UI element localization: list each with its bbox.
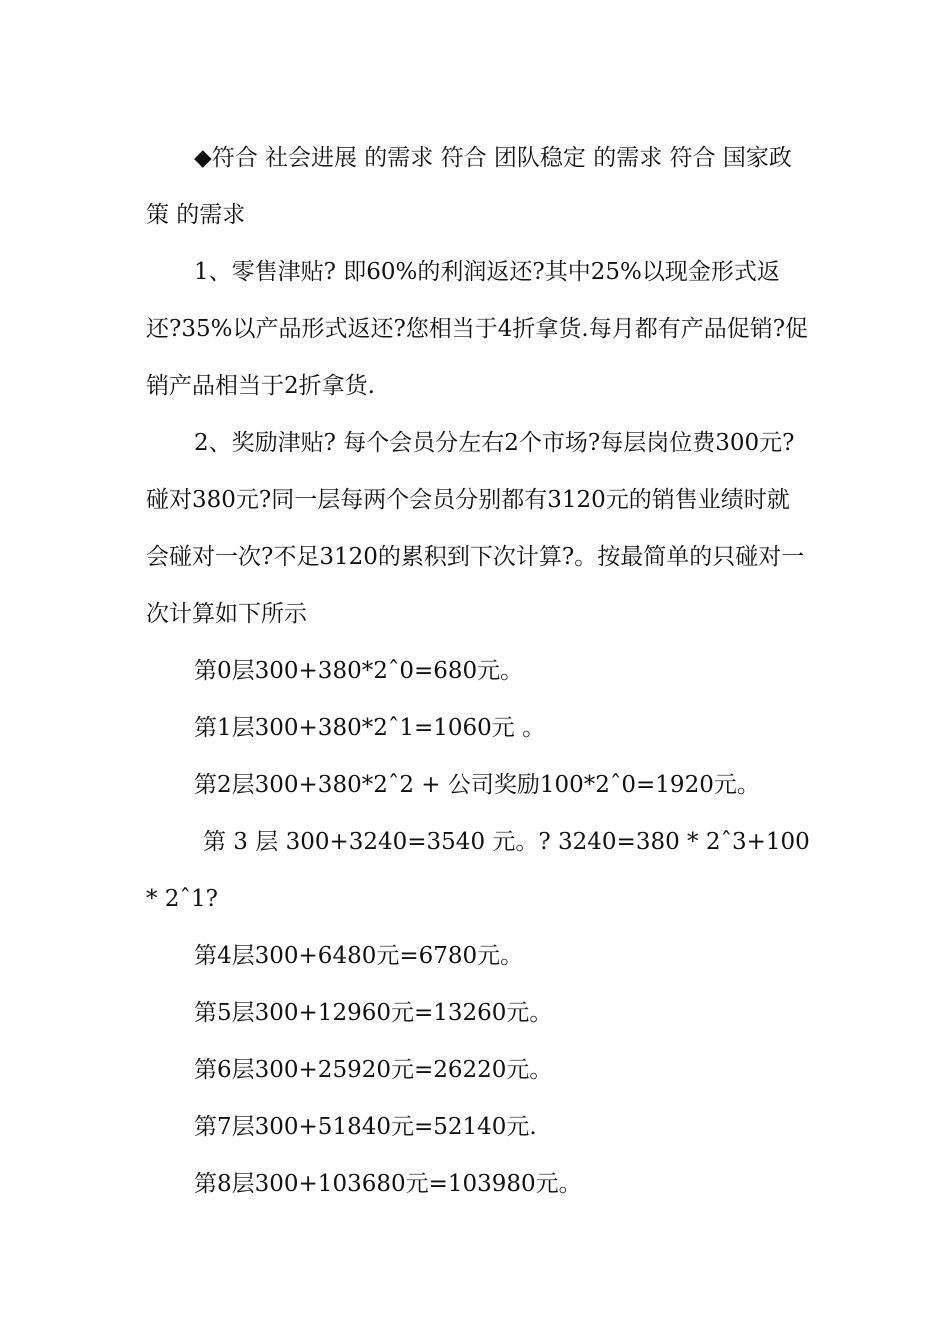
paragraph-reward-allowance: 2、奖励津贴? 每个会员分左右2个市场?每层岗位费300元?碰对380元?同一层每两个会员分别都有3120元的销售业绩时就会碰对一次?不足3120的累积到下次计算?。按最简单的只碰对一次计算如下所示 <box>146 430 805 627</box>
paragraph-requirements: ◆符合 社会进展 的需求 符合 团队稳定 的需求 符合 国家政策 的需求 <box>146 145 792 228</box>
layer-0-line: 第0层300+380*2ˆ0=680元。 <box>194 658 524 684</box>
layer-5-line: 第5层300+12960元=13260元。 <box>194 1000 553 1026</box>
layer-3-line: 第 3 层 300+3240=3540 元。? 3240=380 * 2ˆ3+100 * 2ˆ1? <box>146 829 810 912</box>
layer-8-line: 第8层300+103680元=103980元。 <box>194 1171 582 1197</box>
layer-4-line: 第4层300+6480元=6780元。 <box>194 943 524 969</box>
paragraph-retail-allowance: 1、零售津贴? 即60%的利润返还?其中25%以现金形式返还?35%以产品形式返还?您相当于4折拿货.每月都有产品促销?促销产品相当于2折拿货. <box>146 259 809 399</box>
layer-1-line: 第1层300+380*2ˆ1=1060元 。 <box>194 715 546 741</box>
document-body <box>146 130 810 1213</box>
layer-7-line: 第7层300+51840元=52140元. <box>194 1114 537 1140</box>
layer-2-line: 第2层300+380*2ˆ2 + 公司奖励100*2ˆ0=1920元。 <box>194 772 760 798</box>
layer-6-line: 第6层300+25920元=26220元。 <box>194 1057 553 1083</box>
